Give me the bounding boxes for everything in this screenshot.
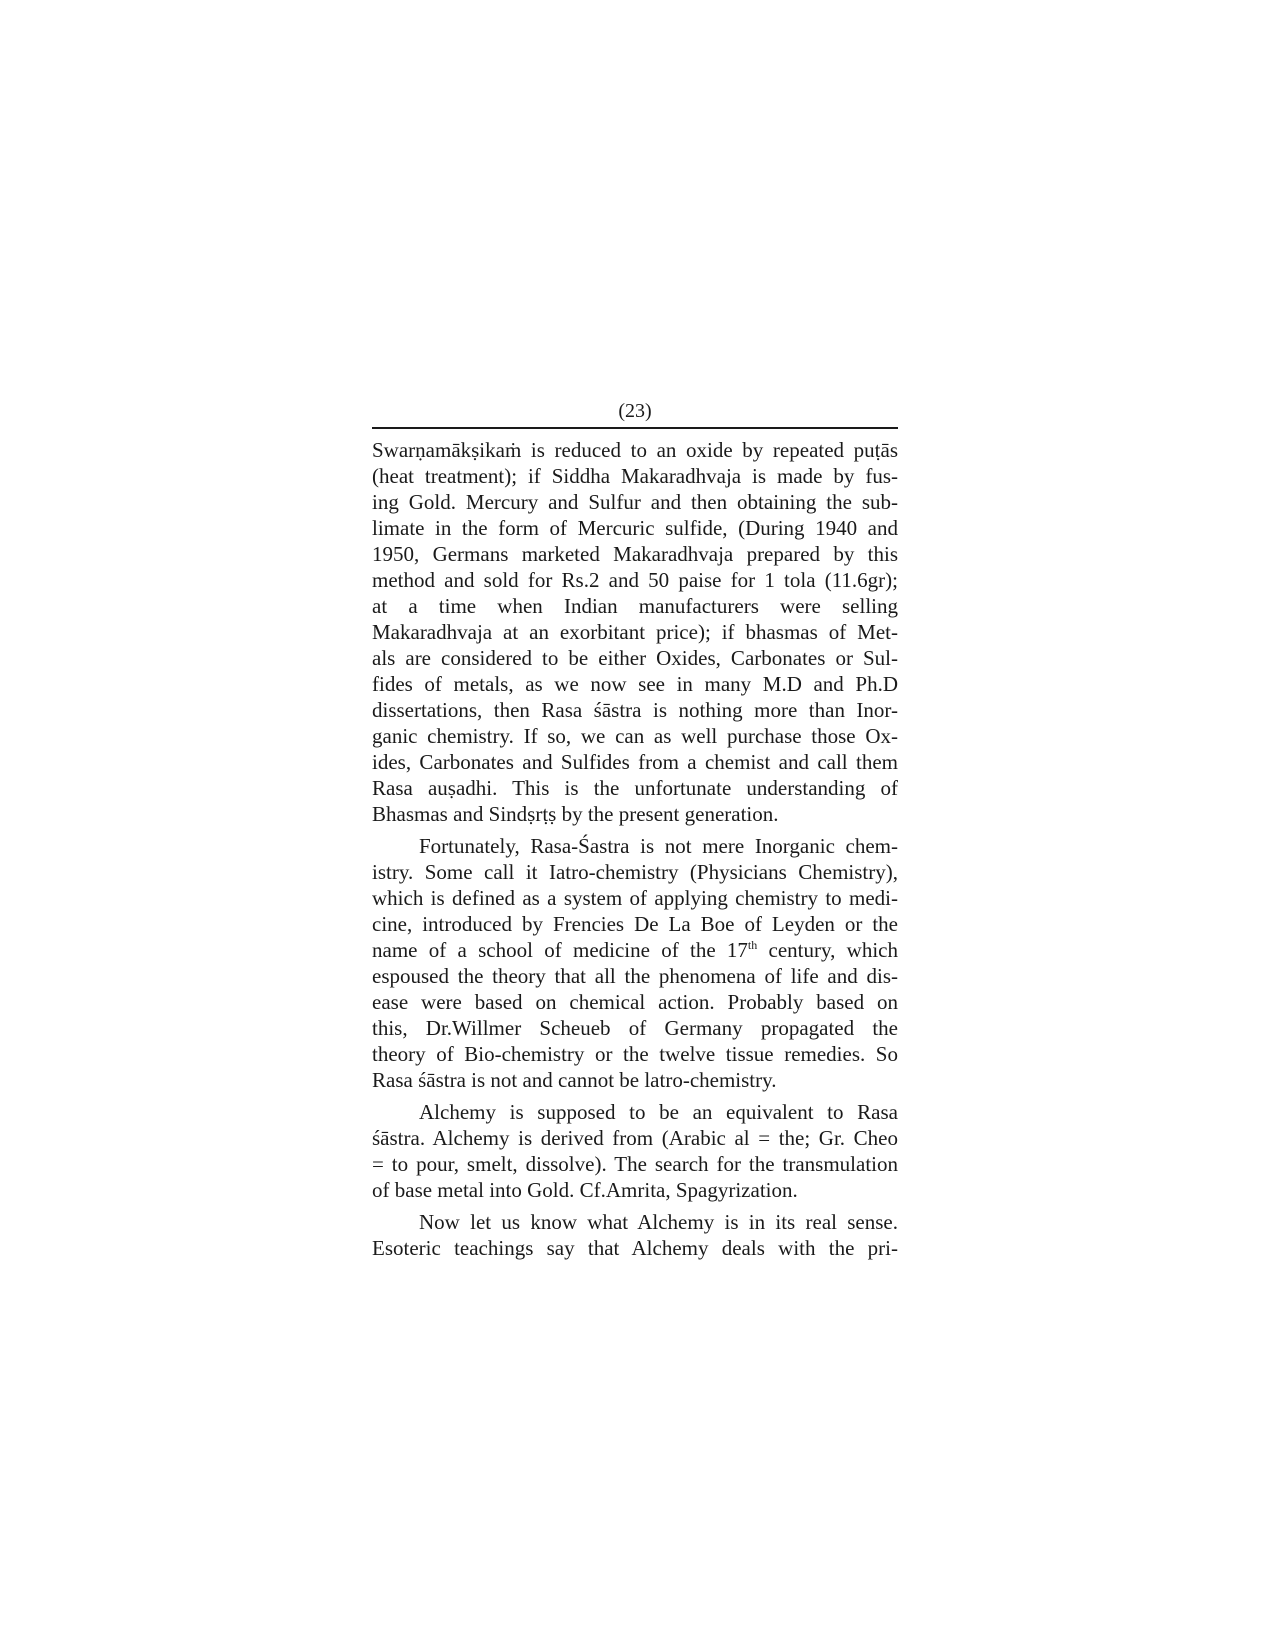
text-line (372, 937, 898, 963)
text-line: Rasa auṣadhi. This is the unfortunate understanding of (372, 776, 898, 800)
text-line: ease were based on chemical action. Probably based on (372, 990, 898, 1014)
text-line: Bhasmas and Sindṣrṭṣ by the present generation. (372, 802, 779, 826)
paragraph-1 (372, 437, 898, 827)
text-line: Fortunately, Rasa-Śastra is not mere Inorganic chem- (419, 834, 898, 858)
text-line: ganic chemistry. If so, we can as well purchase those Ox- (372, 724, 898, 748)
text-line: ing Gold. Mercury and Sulfur and then obtaining the sub- (372, 490, 898, 514)
text-line: fides of metals, as we now see in many M.D and Ph.D (372, 672, 898, 696)
paragraph-4 (372, 1209, 898, 1261)
header-rule (372, 427, 898, 429)
text-line: at a time when Indian manufacturers were selling (372, 594, 898, 618)
text-line: espoused the theory that all the phenomena of life and dis- (372, 964, 898, 988)
text-line: limate in the form of Mercuric sulfide, (During 1940 and (372, 516, 898, 540)
text-line: theory of Bio-chemistry or the twelve tissue remedies. So (372, 1042, 898, 1066)
text-line: which is defined as a system of applying chemistry to medi- (372, 886, 898, 910)
text-line: als are considered to be either Oxides, Carbonates or Sul- (372, 646, 898, 670)
paragraph-2 (372, 833, 898, 1093)
text-line: Esoteric teachings say that Alchemy deals with the pri- (372, 1236, 898, 1260)
text-line: istry. Some call it Iatro-chemistry (Physicians Chemistry), (372, 860, 898, 884)
text-line: of base metal into Gold. Cf.Amrita, Spagyrization. (372, 1178, 798, 1202)
text-line: śāstra. Alchemy is derived from (Arabic al = the; Gr. Cheo (372, 1126, 898, 1150)
text-line: dissertations, then Rasa śāstra is nothing more than Inor- (372, 698, 898, 722)
text-line: Makaradhvaja at an exorbitant price); if bhasmas of Met- (372, 620, 898, 644)
text-segment: name of a school of medicine of the 17 (372, 938, 748, 962)
text-segment: century, which (757, 938, 898, 962)
text-line: ides, Carbonates and Sulfides from a chemist and call them (372, 750, 898, 774)
text-line: cine, introduced by Frencies De La Boe of Leyden or the (372, 912, 898, 936)
text-line: this, Dr.Willmer Scheueb of Germany propagated the (372, 1016, 898, 1040)
text-line: 1950, Germans marketed Makaradhvaja prepared by this (372, 542, 898, 566)
text-line: (heat treatment); if Siddha Makaradhvaja is made by fus- (372, 464, 898, 488)
text-line: method and sold for Rs.2 and 50 paise for 1 tola (11.6gr); (372, 568, 898, 592)
text-line: = to pour, smelt, dissolve). The search for the transmulation (372, 1152, 898, 1176)
page-number: (23) (618, 400, 652, 422)
text-line: Swarṇamākṣikaṁ is reduced to an oxide by repeated puṭās (372, 438, 898, 462)
body-text (372, 437, 898, 1267)
text-line: Rasa śāstra is not and cannot be latro-chemistry. (372, 1068, 777, 1092)
text-line: Alchemy is supposed to be an equivalent to Rasa (419, 1100, 898, 1124)
text-line: Now let us know what Alchemy is in its real sense. (419, 1210, 898, 1234)
paragraph-3 (372, 1099, 898, 1203)
ordinal-superscript: th (747, 938, 758, 952)
